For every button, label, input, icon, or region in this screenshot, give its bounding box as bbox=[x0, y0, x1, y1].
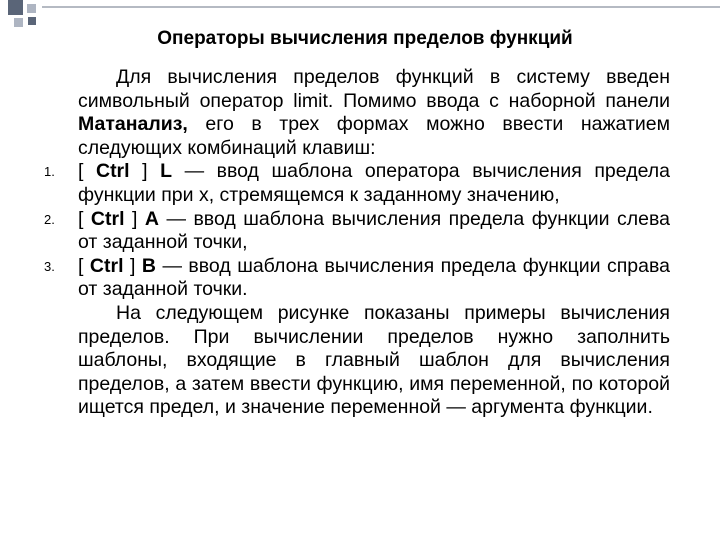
deco-square-small-bottom bbox=[14, 18, 23, 27]
key-ctrl: Ctrl bbox=[90, 207, 125, 230]
deco-square-tiny bbox=[28, 17, 36, 25]
bracket-open: [ bbox=[78, 160, 96, 183]
list-item bbox=[44, 160, 670, 207]
bracket-close: ] bbox=[129, 160, 161, 183]
list-item-text: — ввод шаблона вычисления предела функции слева от заданной точки, bbox=[78, 207, 670, 254]
page-title: Операторы вычисления пределов функций bbox=[157, 28, 573, 49]
bracket-open: [ bbox=[78, 254, 90, 277]
list-item-number: 3. bbox=[44, 258, 55, 274]
deco-square-small-top bbox=[27, 4, 36, 13]
key-letter: A bbox=[144, 207, 159, 230]
deco-square-large bbox=[8, 0, 23, 15]
key-letter: L bbox=[160, 160, 173, 183]
list-item-number: 2. bbox=[44, 211, 55, 227]
closing-paragraph: На следующем рисунке показаны примеры вычисления пределов. При вычислении пределов нужно заполнить шаблоны, входящие в главный шаблон для вычисления пределов, а затем ввести функцию, имя переменной, по которой ищется предел, и значение переменной — аргумента функции. bbox=[78, 301, 670, 419]
key-letter: B bbox=[141, 254, 156, 277]
intro-text-after: его в трех формах можно ввести нажатием следующих комбинаций клавиш: bbox=[78, 113, 670, 159]
key-ctrl: Ctrl bbox=[89, 254, 124, 277]
list-item bbox=[44, 207, 670, 255]
bracket-close: ] bbox=[124, 207, 145, 230]
list-item-number: 1. bbox=[44, 164, 55, 180]
intro-bold-term: Матанализ, bbox=[78, 113, 188, 136]
list-item-text: — ввод шаблона вычисления предела функции справа от заданной точки. bbox=[78, 254, 670, 301]
content-body bbox=[44, 66, 670, 420]
intro-text-before: Для вычисления пределов функций в систему введен символьный оператор limit. Помимо ввода с наборной панели bbox=[78, 66, 670, 112]
key-ctrl: Ctrl bbox=[95, 160, 130, 183]
bracket-open: [ bbox=[78, 207, 91, 230]
bracket-close: ] bbox=[123, 254, 142, 277]
list-item bbox=[44, 254, 670, 302]
intro-paragraph bbox=[78, 66, 670, 160]
list-item-text: — ввод шаблона оператора вычисления предела функции при x, стремящемся к заданному значению, bbox=[78, 160, 670, 206]
